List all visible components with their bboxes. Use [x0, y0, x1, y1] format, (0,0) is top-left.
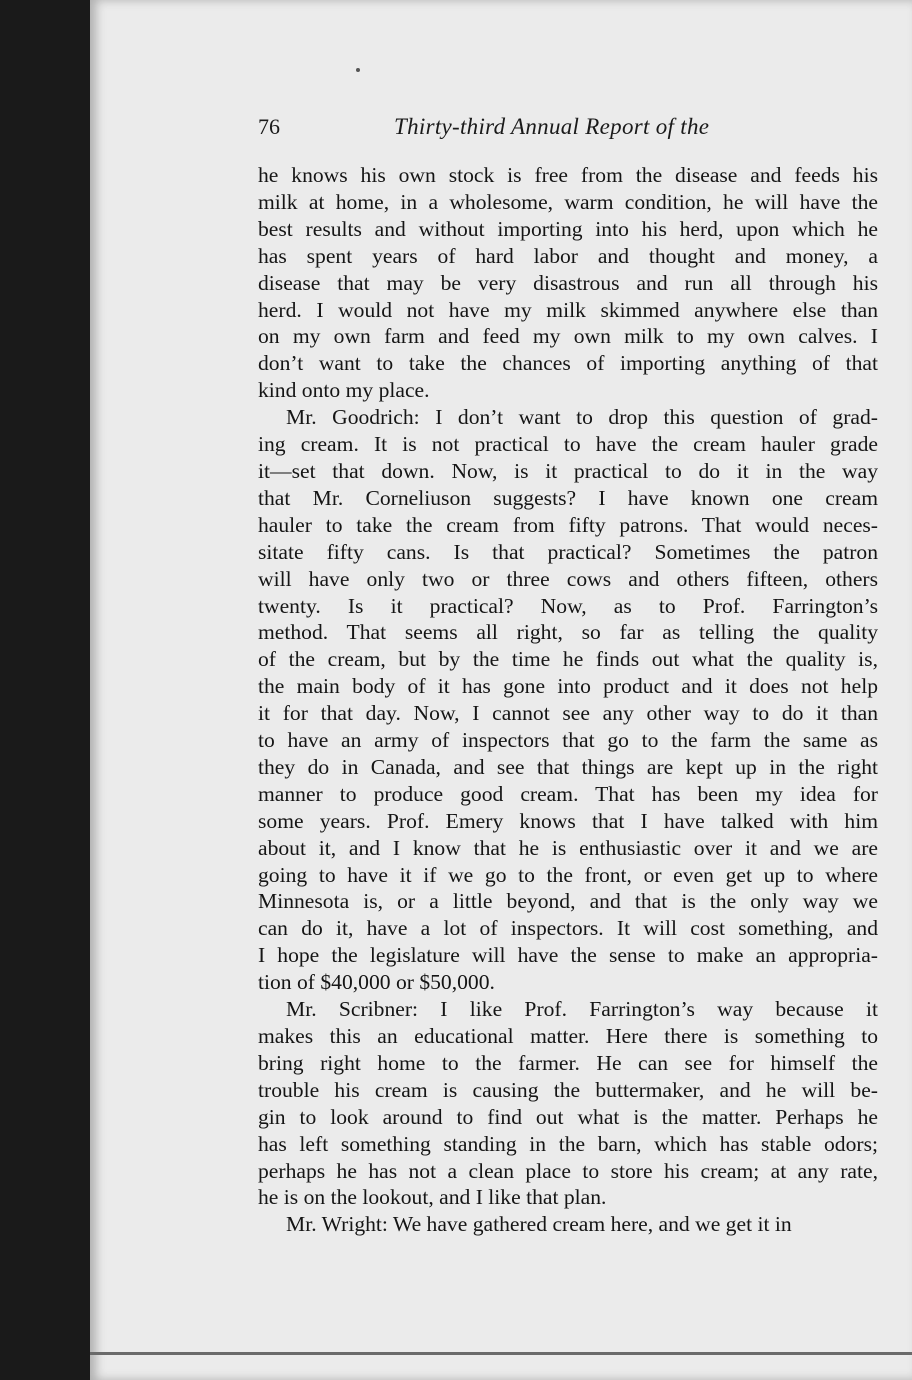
text-line: bring right home to the farmer. He can see for himself the [258, 1050, 878, 1075]
text-line: it for that day. Now, I cannot see any other way to do it than [258, 701, 878, 726]
running-title: Thirty-third Annual Report of the [394, 114, 710, 139]
text-line: milk at home, in a wholesome, warm condition, he will have the [258, 189, 878, 214]
text-line: don’t want to take the chances of importing anything of that [258, 351, 878, 376]
text-line: has spent years of hard labor and thought and money, a [258, 243, 878, 268]
text-line: gin to look around to find out what is the matter. Perhaps he [258, 1104, 878, 1129]
text-line: Minnesota is, or a little beyond, and that is the only way we [258, 889, 878, 914]
text-line: best results and without importing into his herd, upon which he [258, 216, 878, 241]
text-line: trouble his cream is causing the buttermaker, and he will be- [258, 1077, 878, 1102]
paragraph [258, 996, 878, 1211]
text-line: method. That seems all right, so far as telling the quality [258, 620, 878, 645]
text-line: manner to produce good cream. That has been my idea for [258, 781, 878, 806]
text-line: to have an army of inspectors that go to the farm the same as [258, 728, 878, 753]
text-line: herd. I would not have my milk skimmed anywhere else than [258, 297, 878, 322]
body-text [258, 162, 878, 1238]
text-line: going to have it if we go to the front, or even get up to where [258, 862, 878, 887]
text-line: tion of $40,000 or $50,000. [258, 970, 495, 995]
text-line: that Mr. Corneliuson suggests? I have known one cream [258, 485, 878, 510]
text-line: about it, and I know that he is enthusiastic over it and we are [258, 835, 878, 860]
paragraph [258, 1211, 878, 1238]
text-line: Mr. Goodrich: I don’t want to drop this question of grad- [286, 405, 878, 430]
text-line: will have only two or three cows and others fifteen, others [258, 566, 878, 591]
text-line: he knows his own stock is free from the disease and feeds his [258, 163, 878, 187]
text-line: they do in Canada, and see that things are kept up in the right [258, 754, 878, 779]
text-line: can do it, have a lot of inspectors. It will cost something, and [258, 916, 878, 941]
text-line: some years. Prof. Emery knows that I have talked with him [258, 808, 878, 833]
text-line: has left something standing in the barn, which has stable odors; [258, 1131, 878, 1156]
text-line: sitate fifty cans. Is that practical? Sometimes the patron [258, 539, 878, 564]
page-number: 76 [258, 114, 280, 139]
text-line: on my own farm and feed my own milk to my own calves. I [258, 324, 878, 349]
text-line: it—set that down. Now, is it practical to do it in the way [258, 458, 878, 483]
text-line: Mr. Wright: We have gathered cream here, and we get it in [286, 1212, 792, 1237]
page-header [258, 110, 878, 146]
text-line: of the cream, but by the time he finds out what the quality is, [258, 647, 878, 672]
ink-speck [356, 68, 360, 72]
text-line: Mr. Scribner: I like Prof. Farrington’s way because it [286, 997, 878, 1022]
text-line: hauler to take the cream from fifty patrons. That would neces- [258, 512, 878, 537]
text-line: he is on the lookout, and I like that plan. [258, 1185, 607, 1210]
text-line: kind onto my place. [258, 378, 430, 403]
text-line: ing cream. It is not practical to have the cream hauler grade [258, 432, 878, 457]
page-bottom-edge [90, 1352, 912, 1355]
text-line: the main body of it has gone into product and it does not help [258, 674, 878, 699]
text-line: twenty. Is it practical? Now, as to Prof. Farrington’s [258, 593, 878, 618]
paragraph [258, 162, 878, 404]
text-line: I hope the legislature will have the sense to make an appropria- [258, 943, 878, 968]
text-line: perhaps he has not a clean place to store his cream; at any rate, [258, 1158, 878, 1183]
paragraph [258, 404, 878, 996]
text-line: disease that may be very disastrous and run all through his [258, 270, 878, 295]
text-line: makes this an educational matter. Here there is something to [258, 1024, 878, 1048]
